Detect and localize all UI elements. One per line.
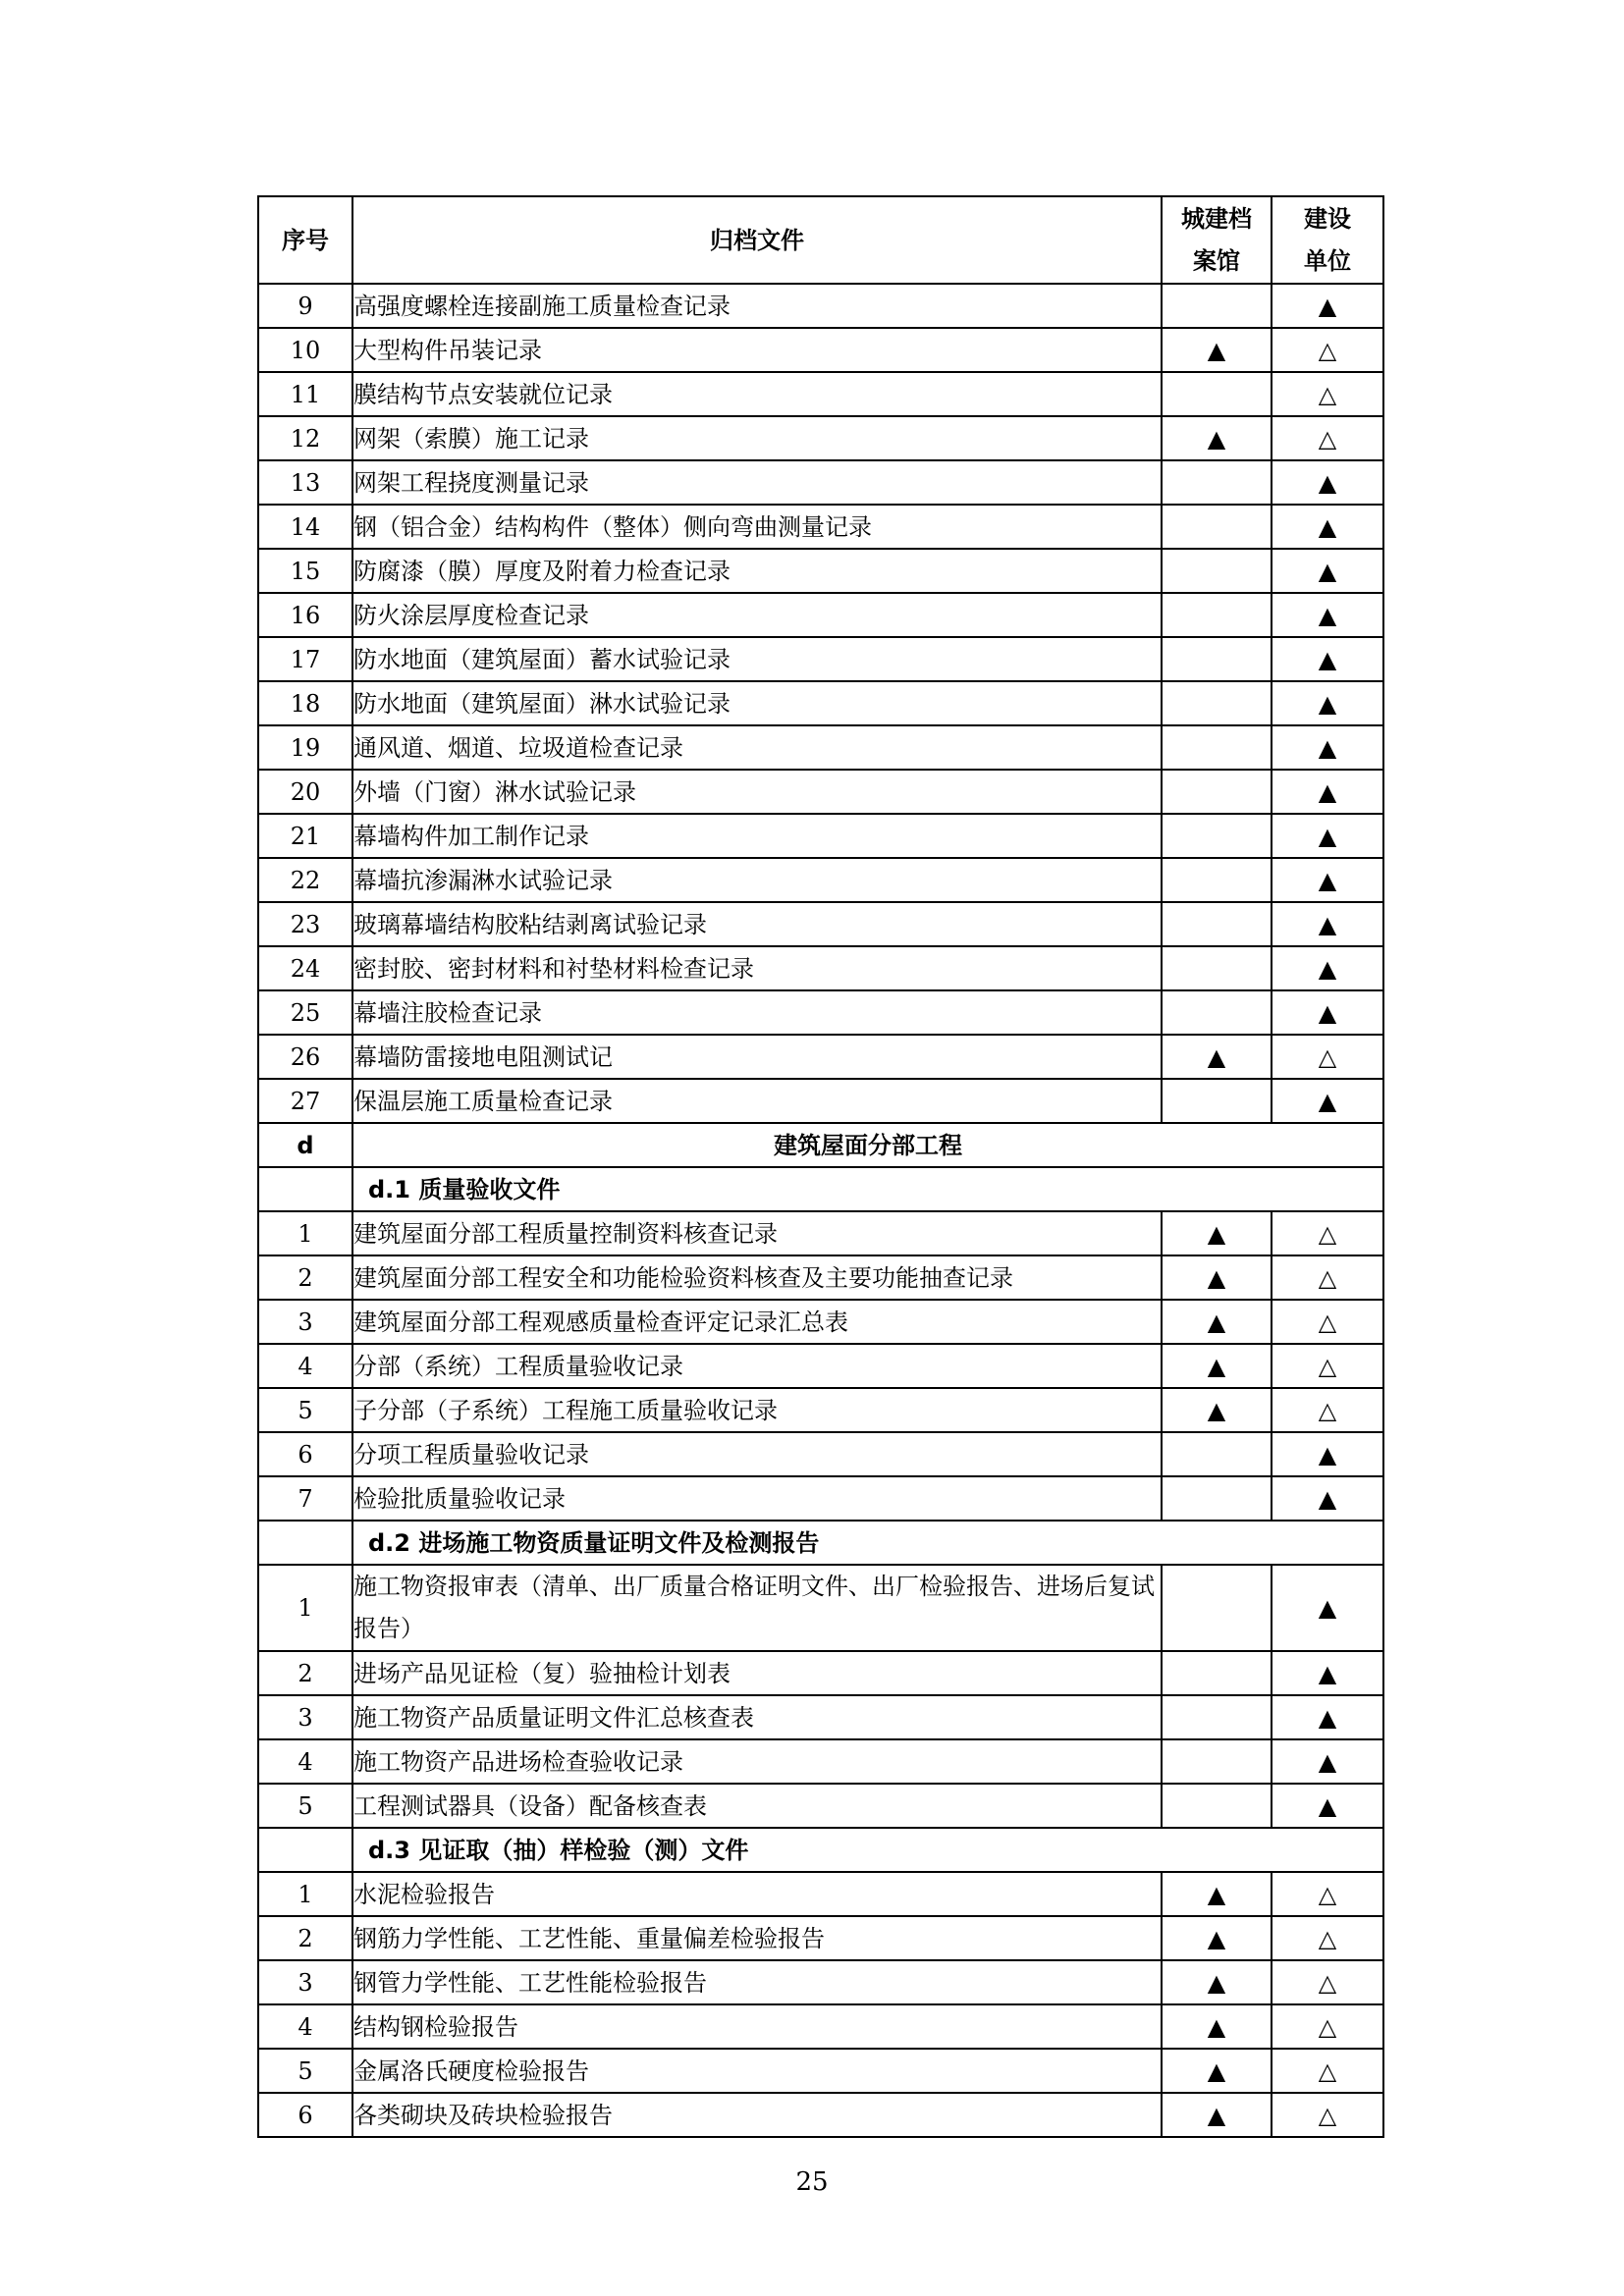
row-city-archives-mark bbox=[1162, 1651, 1272, 1695]
row-construction-unit-mark: △ bbox=[1272, 1035, 1383, 1079]
row-serial-number: 26 bbox=[258, 1035, 352, 1079]
row-document-name: 防火涂层厚度检查记录 bbox=[352, 593, 1162, 637]
row-construction-unit-mark: ▲ bbox=[1272, 681, 1383, 725]
row-document-name: 建筑屋面分部工程安全和功能检验资料核查及主要功能抽查记录 bbox=[352, 1255, 1162, 1300]
row-city-archives-mark: ▲ bbox=[1162, 416, 1272, 460]
row-city-archives-mark bbox=[1162, 1565, 1272, 1651]
row-construction-unit-mark: △ bbox=[1272, 1872, 1383, 1916]
row-city-archives-mark: ▲ bbox=[1162, 1344, 1272, 1388]
row-construction-unit-mark: ▲ bbox=[1272, 637, 1383, 681]
table-row bbox=[258, 416, 1383, 460]
row-construction-unit-mark: ▲ bbox=[1272, 990, 1383, 1035]
row-city-archives-mark: ▲ bbox=[1162, 1916, 1272, 1960]
row-city-archives-mark bbox=[1162, 1739, 1272, 1784]
row-city-archives-mark bbox=[1162, 1432, 1272, 1476]
row-document-name: 高强度螺栓连接副施工质量检查记录 bbox=[352, 284, 1162, 328]
row-city-archives-mark: ▲ bbox=[1162, 1388, 1272, 1432]
row-construction-unit-mark: ▲ bbox=[1272, 725, 1383, 770]
section-code: d bbox=[258, 1123, 352, 1167]
row-construction-unit-mark: △ bbox=[1272, 1300, 1383, 1344]
row-document-name: 防水地面（建筑屋面）蓄水试验记录 bbox=[352, 637, 1162, 681]
row-construction-unit-mark: ▲ bbox=[1272, 814, 1383, 858]
row-construction-unit-mark: △ bbox=[1272, 2049, 1383, 2093]
row-city-archives-mark bbox=[1162, 1079, 1272, 1123]
row-city-archives-mark bbox=[1162, 637, 1272, 681]
row-city-archives-mark bbox=[1162, 593, 1272, 637]
row-document-name: 玻璃幕墙结构胶粘结剥离试验记录 bbox=[352, 902, 1162, 946]
table-row bbox=[258, 1476, 1383, 1521]
table-row bbox=[258, 284, 1383, 328]
row-construction-unit-mark: ▲ bbox=[1272, 593, 1383, 637]
row-serial-number: 16 bbox=[258, 593, 352, 637]
row-document-name: 网架工程挠度测量记录 bbox=[352, 460, 1162, 505]
row-construction-unit-mark: △ bbox=[1272, 1344, 1383, 1388]
row-serial-number: 1 bbox=[258, 1872, 352, 1916]
row-document-name: 密封胶、密封材料和衬垫材料检查记录 bbox=[352, 946, 1162, 990]
row-city-archives-mark bbox=[1162, 902, 1272, 946]
subsection-blank-cell bbox=[258, 1167, 352, 1211]
row-document-name: 结构钢检验报告 bbox=[352, 2004, 1162, 2049]
row-serial-number: 13 bbox=[258, 460, 352, 505]
row-serial-number: 4 bbox=[258, 2004, 352, 2049]
row-city-archives-mark bbox=[1162, 549, 1272, 593]
row-city-archives-mark bbox=[1162, 505, 1272, 549]
row-construction-unit-mark: ▲ bbox=[1272, 1695, 1383, 1739]
archive-table bbox=[257, 195, 1384, 2138]
row-serial-number: 2 bbox=[258, 1651, 352, 1695]
subsection-title: d.3 见证取（抽）样检验（测）文件 bbox=[352, 1828, 1383, 1872]
table-row bbox=[258, 1079, 1383, 1123]
header-serial-number: 序号 bbox=[258, 196, 352, 284]
row-construction-unit-mark: △ bbox=[1272, 1960, 1383, 2004]
header-city-archives bbox=[1162, 196, 1272, 284]
row-city-archives-mark: ▲ bbox=[1162, 1960, 1272, 2004]
row-serial-number: 21 bbox=[258, 814, 352, 858]
row-document-name: 工程测试器具（设备）配备核查表 bbox=[352, 1784, 1162, 1828]
table-row bbox=[258, 2093, 1383, 2137]
row-serial-number: 1 bbox=[258, 1565, 352, 1651]
row-city-archives-mark: ▲ bbox=[1162, 1300, 1272, 1344]
row-construction-unit-mark: ▲ bbox=[1272, 1476, 1383, 1521]
row-construction-unit-mark: ▲ bbox=[1272, 1739, 1383, 1784]
row-city-archives-mark bbox=[1162, 770, 1272, 814]
table-row bbox=[258, 1388, 1383, 1432]
row-construction-unit-mark: △ bbox=[1272, 328, 1383, 372]
row-document-name: 幕墙构件加工制作记录 bbox=[352, 814, 1162, 858]
table-row bbox=[258, 1432, 1383, 1476]
table-row bbox=[258, 1916, 1383, 1960]
row-city-archives-mark: ▲ bbox=[1162, 328, 1272, 372]
row-city-archives-mark: ▲ bbox=[1162, 1035, 1272, 1079]
row-construction-unit-mark: △ bbox=[1272, 2004, 1383, 2049]
row-serial-number: 12 bbox=[258, 416, 352, 460]
row-serial-number: 6 bbox=[258, 2093, 352, 2137]
row-serial-number: 9 bbox=[258, 284, 352, 328]
table-row bbox=[258, 328, 1383, 372]
row-construction-unit-mark: △ bbox=[1272, 1388, 1383, 1432]
row-city-archives-mark bbox=[1162, 460, 1272, 505]
row-city-archives-mark: ▲ bbox=[1162, 2093, 1272, 2137]
header-build-line2: 单位 bbox=[1304, 246, 1351, 275]
row-document-name: 钢（铝合金）结构构件（整体）侧向弯曲测量记录 bbox=[352, 505, 1162, 549]
row-document-name: 建筑屋面分部工程观感质量检查评定记录汇总表 bbox=[352, 1300, 1162, 1344]
row-document-name: 通风道、烟道、垃圾道检查记录 bbox=[352, 725, 1162, 770]
row-serial-number: 18 bbox=[258, 681, 352, 725]
row-construction-unit-mark: ▲ bbox=[1272, 284, 1383, 328]
subsection-title: d.2 进场施工物资质量证明文件及检测报告 bbox=[352, 1521, 1383, 1565]
row-serial-number: 10 bbox=[258, 328, 352, 372]
row-construction-unit-mark: ▲ bbox=[1272, 1079, 1383, 1123]
row-city-archives-mark bbox=[1162, 372, 1272, 416]
row-construction-unit-mark: ▲ bbox=[1272, 1651, 1383, 1695]
row-city-archives-mark bbox=[1162, 1476, 1272, 1521]
row-serial-number: 4 bbox=[258, 1344, 352, 1388]
row-serial-number: 2 bbox=[258, 1255, 352, 1300]
row-construction-unit-mark: △ bbox=[1272, 1255, 1383, 1300]
table-row bbox=[258, 1344, 1383, 1388]
row-city-archives-mark bbox=[1162, 946, 1272, 990]
row-document-name: 大型构件吊装记录 bbox=[352, 328, 1162, 372]
row-serial-number: 20 bbox=[258, 770, 352, 814]
row-construction-unit-mark: △ bbox=[1272, 372, 1383, 416]
table-row bbox=[258, 725, 1383, 770]
row-document-name: 施工物资产品质量证明文件汇总核查表 bbox=[352, 1695, 1162, 1739]
row-document-name: 分项工程质量验收记录 bbox=[352, 1432, 1162, 1476]
table-row bbox=[258, 946, 1383, 990]
table-row bbox=[258, 1695, 1383, 1739]
row-construction-unit-mark: ▲ bbox=[1272, 505, 1383, 549]
row-serial-number: 15 bbox=[258, 549, 352, 593]
row-document-name: 建筑屋面分部工程质量控制资料核查记录 bbox=[352, 1211, 1162, 1255]
row-serial-number: 5 bbox=[258, 1784, 352, 1828]
row-document-name: 分部（系统）工程质量验收记录 bbox=[352, 1344, 1162, 1388]
row-city-archives-mark: ▲ bbox=[1162, 2049, 1272, 2093]
row-serial-number: 11 bbox=[258, 372, 352, 416]
row-serial-number: 19 bbox=[258, 725, 352, 770]
table-row bbox=[258, 858, 1383, 902]
row-construction-unit-mark: ▲ bbox=[1272, 902, 1383, 946]
row-city-archives-mark: ▲ bbox=[1162, 1255, 1272, 1300]
subsection-blank-cell bbox=[258, 1521, 352, 1565]
row-document-name: 金属洛氏硬度检验报告 bbox=[352, 2049, 1162, 2093]
row-city-archives-mark: ▲ bbox=[1162, 1872, 1272, 1916]
row-document-name: 网架（索膜）施工记录 bbox=[352, 416, 1162, 460]
row-document-name: 幕墙防雷接地电阻测试记 bbox=[352, 1035, 1162, 1079]
row-serial-number: 24 bbox=[258, 946, 352, 990]
row-city-archives-mark bbox=[1162, 990, 1272, 1035]
row-serial-number: 27 bbox=[258, 1079, 352, 1123]
row-serial-number: 23 bbox=[258, 902, 352, 946]
header-build-line1: 建设 bbox=[1304, 204, 1351, 233]
row-city-archives-mark: ▲ bbox=[1162, 2004, 1272, 2049]
header-city-line1: 城建档 bbox=[1181, 204, 1252, 233]
header-archive-document: 归档文件 bbox=[352, 196, 1162, 284]
row-serial-number: 3 bbox=[258, 1695, 352, 1739]
table-row bbox=[258, 1211, 1383, 1255]
row-serial-number: 4 bbox=[258, 1739, 352, 1784]
row-serial-number: 5 bbox=[258, 2049, 352, 2093]
row-construction-unit-mark: △ bbox=[1272, 2093, 1383, 2137]
header-city-line2: 案馆 bbox=[1193, 246, 1240, 275]
table-row bbox=[258, 2004, 1383, 2049]
row-serial-number: 3 bbox=[258, 1960, 352, 2004]
subsection-title: d.1 质量验收文件 bbox=[352, 1167, 1383, 1211]
table-row bbox=[258, 1739, 1383, 1784]
row-document-name: 各类砌块及砖块检验报告 bbox=[352, 2093, 1162, 2137]
row-construction-unit-mark: ▲ bbox=[1272, 770, 1383, 814]
page-number: 25 bbox=[795, 2167, 829, 2197]
row-document-name: 防腐漆（膜）厚度及附着力检查记录 bbox=[352, 549, 1162, 593]
subsection-row bbox=[258, 1828, 1383, 1872]
row-serial-number: 14 bbox=[258, 505, 352, 549]
table-row bbox=[258, 770, 1383, 814]
table-body bbox=[258, 284, 1383, 2137]
row-city-archives-mark: ▲ bbox=[1162, 1211, 1272, 1255]
row-serial-number: 6 bbox=[258, 1432, 352, 1476]
row-document-name: 进场产品见证检（复）验抽检计划表 bbox=[352, 1651, 1162, 1695]
row-serial-number: 1 bbox=[258, 1211, 352, 1255]
table-row bbox=[258, 1960, 1383, 2004]
row-serial-number: 7 bbox=[258, 1476, 352, 1521]
row-city-archives-mark bbox=[1162, 858, 1272, 902]
table-row bbox=[258, 1035, 1383, 1079]
row-document-name: 钢管力学性能、工艺性能检验报告 bbox=[352, 1960, 1162, 2004]
section-title: 建筑屋面分部工程 bbox=[352, 1123, 1383, 1167]
row-document-name: 保温层施工质量检查记录 bbox=[352, 1079, 1162, 1123]
row-construction-unit-mark: △ bbox=[1272, 416, 1383, 460]
header-construction-unit bbox=[1272, 196, 1383, 284]
row-construction-unit-mark: ▲ bbox=[1272, 460, 1383, 505]
row-construction-unit-mark: ▲ bbox=[1272, 1784, 1383, 1828]
row-construction-unit-mark: ▲ bbox=[1272, 549, 1383, 593]
row-document-name: 外墙（门窗）淋水试验记录 bbox=[352, 770, 1162, 814]
table-row bbox=[258, 1255, 1383, 1300]
table-row bbox=[258, 372, 1383, 416]
row-construction-unit-mark: ▲ bbox=[1272, 1432, 1383, 1476]
row-document-name: 水泥检验报告 bbox=[352, 1872, 1162, 1916]
table-row bbox=[258, 681, 1383, 725]
row-city-archives-mark bbox=[1162, 1695, 1272, 1739]
row-serial-number: 17 bbox=[258, 637, 352, 681]
table-row bbox=[258, 505, 1383, 549]
row-document-name: 钢筋力学性能、工艺性能、重量偏差检验报告 bbox=[352, 1916, 1162, 1960]
table-row bbox=[258, 990, 1383, 1035]
row-city-archives-mark bbox=[1162, 1784, 1272, 1828]
row-document-name: 膜结构节点安装就位记录 bbox=[352, 372, 1162, 416]
row-serial-number: 2 bbox=[258, 1916, 352, 1960]
row-serial-number: 3 bbox=[258, 1300, 352, 1344]
table-row bbox=[258, 1872, 1383, 1916]
table-row bbox=[258, 814, 1383, 858]
row-serial-number: 25 bbox=[258, 990, 352, 1035]
row-construction-unit-mark: △ bbox=[1272, 1211, 1383, 1255]
table-row bbox=[258, 549, 1383, 593]
row-construction-unit-mark: ▲ bbox=[1272, 946, 1383, 990]
row-document-name: 幕墙抗渗漏淋水试验记录 bbox=[352, 858, 1162, 902]
row-document-name: 子分部（子系统）工程施工质量验收记录 bbox=[352, 1388, 1162, 1432]
table-row bbox=[258, 2049, 1383, 2093]
row-city-archives-mark bbox=[1162, 681, 1272, 725]
row-city-archives-mark bbox=[1162, 725, 1272, 770]
table-row bbox=[258, 1565, 1383, 1651]
row-construction-unit-mark: △ bbox=[1272, 1916, 1383, 1960]
table-row bbox=[258, 460, 1383, 505]
section-row bbox=[258, 1123, 1383, 1167]
row-document-name: 施工物资产品进场检查验收记录 bbox=[352, 1739, 1162, 1784]
row-document-name: 幕墙注胶检查记录 bbox=[352, 990, 1162, 1035]
table-row bbox=[258, 637, 1383, 681]
table-row bbox=[258, 902, 1383, 946]
row-city-archives-mark bbox=[1162, 814, 1272, 858]
table-row bbox=[258, 1300, 1383, 1344]
row-document-name: 防水地面（建筑屋面）淋水试验记录 bbox=[352, 681, 1162, 725]
row-construction-unit-mark: ▲ bbox=[1272, 1565, 1383, 1651]
subsection-blank-cell bbox=[258, 1828, 352, 1872]
table-row bbox=[258, 1651, 1383, 1695]
row-construction-unit-mark: ▲ bbox=[1272, 858, 1383, 902]
subsection-row bbox=[258, 1167, 1383, 1211]
row-document-name: 施工物资报审表（清单、出厂质量合格证明文件、出厂检验报告、进场后复试报告） bbox=[352, 1565, 1162, 1651]
subsection-row bbox=[258, 1521, 1383, 1565]
row-document-name: 检验批质量验收记录 bbox=[352, 1476, 1162, 1521]
row-serial-number: 22 bbox=[258, 858, 352, 902]
table-row bbox=[258, 1784, 1383, 1828]
row-city-archives-mark bbox=[1162, 284, 1272, 328]
row-serial-number: 5 bbox=[258, 1388, 352, 1432]
table-row bbox=[258, 593, 1383, 637]
table-header-row bbox=[258, 196, 1383, 284]
